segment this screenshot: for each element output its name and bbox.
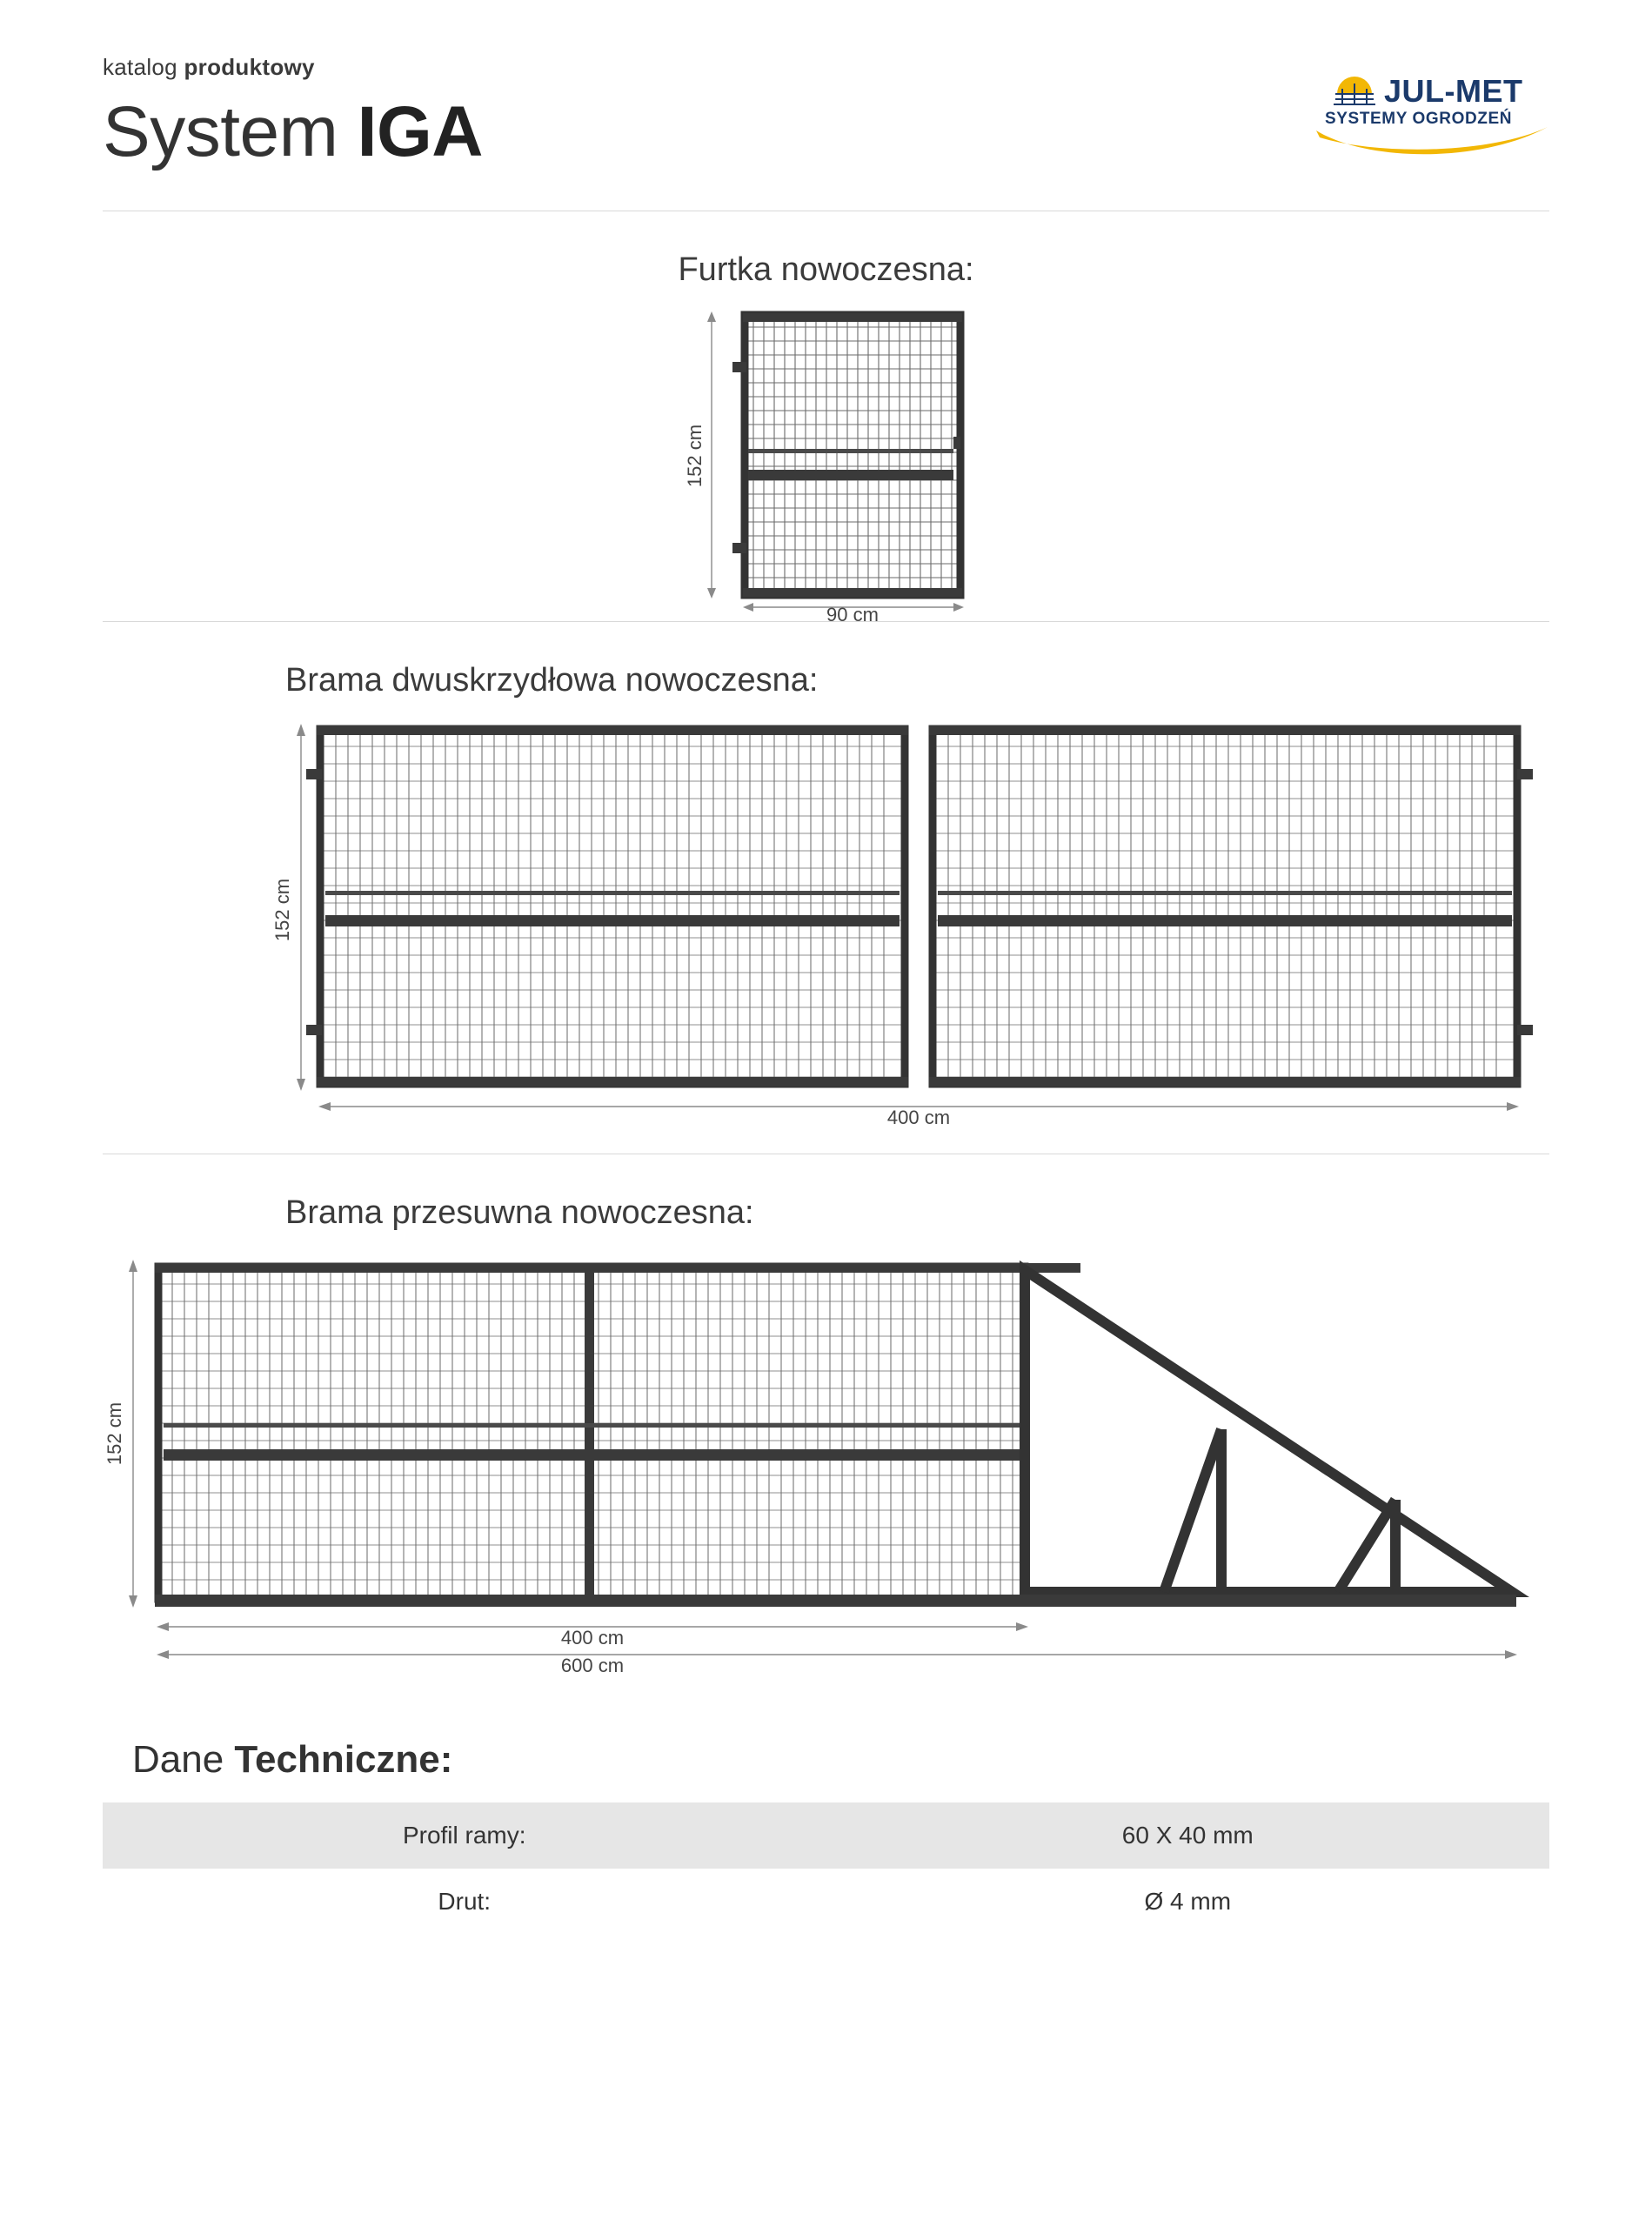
- tech-label: Drut:: [438, 1888, 492, 1915]
- hinge-icon: [306, 769, 322, 779]
- sliding-gate-width-outer-label: 600 cm: [560, 1655, 625, 1676]
- tech-label: Profil ramy:: [402, 1822, 526, 1849]
- section-title-double-gate: Brama dwuskrzydłowa nowoczesna:: [285, 662, 819, 699]
- sliding-gate-counterweight: [1021, 1263, 1512, 1592]
- hinge-icon: [306, 1025, 322, 1035]
- logo-tagline: SYSTEMY OGRODZEŃ: [1325, 110, 1513, 128]
- gate-leaf-right: [929, 726, 1533, 1087]
- divider-1: [103, 621, 1549, 622]
- kicker-prefix: katalog: [103, 54, 184, 80]
- sliding-gate-drawing: [33, 1251, 1549, 1703]
- furtka-width-label: 90 cm: [826, 604, 879, 621]
- hinge-bottom-icon: [732, 543, 746, 553]
- sliding-gate-panel: [155, 1263, 1028, 1599]
- sliding-gate-height-label: 152 cm: [104, 1401, 125, 1466]
- section-title-sliding-gate: Brama przesuwna nowoczesna:: [285, 1194, 754, 1231]
- figure-brama-przesuwna: [33, 1251, 1480, 1703]
- table-row: [103, 1869, 1549, 1935]
- hinge-icon: [1517, 1025, 1533, 1035]
- figure-furtka: [103, 308, 1549, 621]
- logo-name: JUL-MET: [1384, 73, 1523, 109]
- title-bold: IGA: [357, 92, 483, 171]
- tech-value: Ø 4 mm: [1144, 1888, 1232, 1915]
- swoosh-icon: [1314, 125, 1549, 160]
- logo: [1306, 68, 1549, 164]
- furtka-height-label: 152 cm: [684, 424, 706, 488]
- latch-icon: [953, 437, 960, 449]
- tech-heading-light: Dane: [132, 1738, 235, 1781]
- title-light: System: [103, 92, 358, 171]
- tech-data-heading: [132, 1738, 1549, 1782]
- tech-value: 60 X 40 mm: [1121, 1822, 1254, 1849]
- tech-data-table: [103, 1802, 1549, 1935]
- furtka-drawing: [103, 308, 1549, 621]
- gate-leaf-left: [306, 726, 908, 1087]
- bottom-rail: [155, 1595, 1516, 1607]
- double-gate-width-label: 400 cm: [886, 1107, 951, 1128]
- kicker-bold: produktowy: [184, 54, 315, 80]
- tech-heading-bold: Techniczne:: [234, 1738, 453, 1781]
- double-gate-height-label: 152 cm: [271, 878, 293, 942]
- sun-over-fence-icon: [1330, 71, 1379, 108]
- table-row: [103, 1802, 1549, 1869]
- figure-brama-dwuskrzydlowa: [103, 719, 1549, 1154]
- section-title-gate: Furtka nowoczesna:: [678, 251, 974, 288]
- page-header: [103, 0, 1549, 211]
- double-gate-drawing: [103, 719, 1549, 1154]
- hinge-icon: [1517, 769, 1533, 779]
- hinge-top-icon: [732, 362, 746, 372]
- sliding-gate-width-inner-label: 400 cm: [560, 1627, 625, 1649]
- furtka-leaf: [732, 313, 962, 597]
